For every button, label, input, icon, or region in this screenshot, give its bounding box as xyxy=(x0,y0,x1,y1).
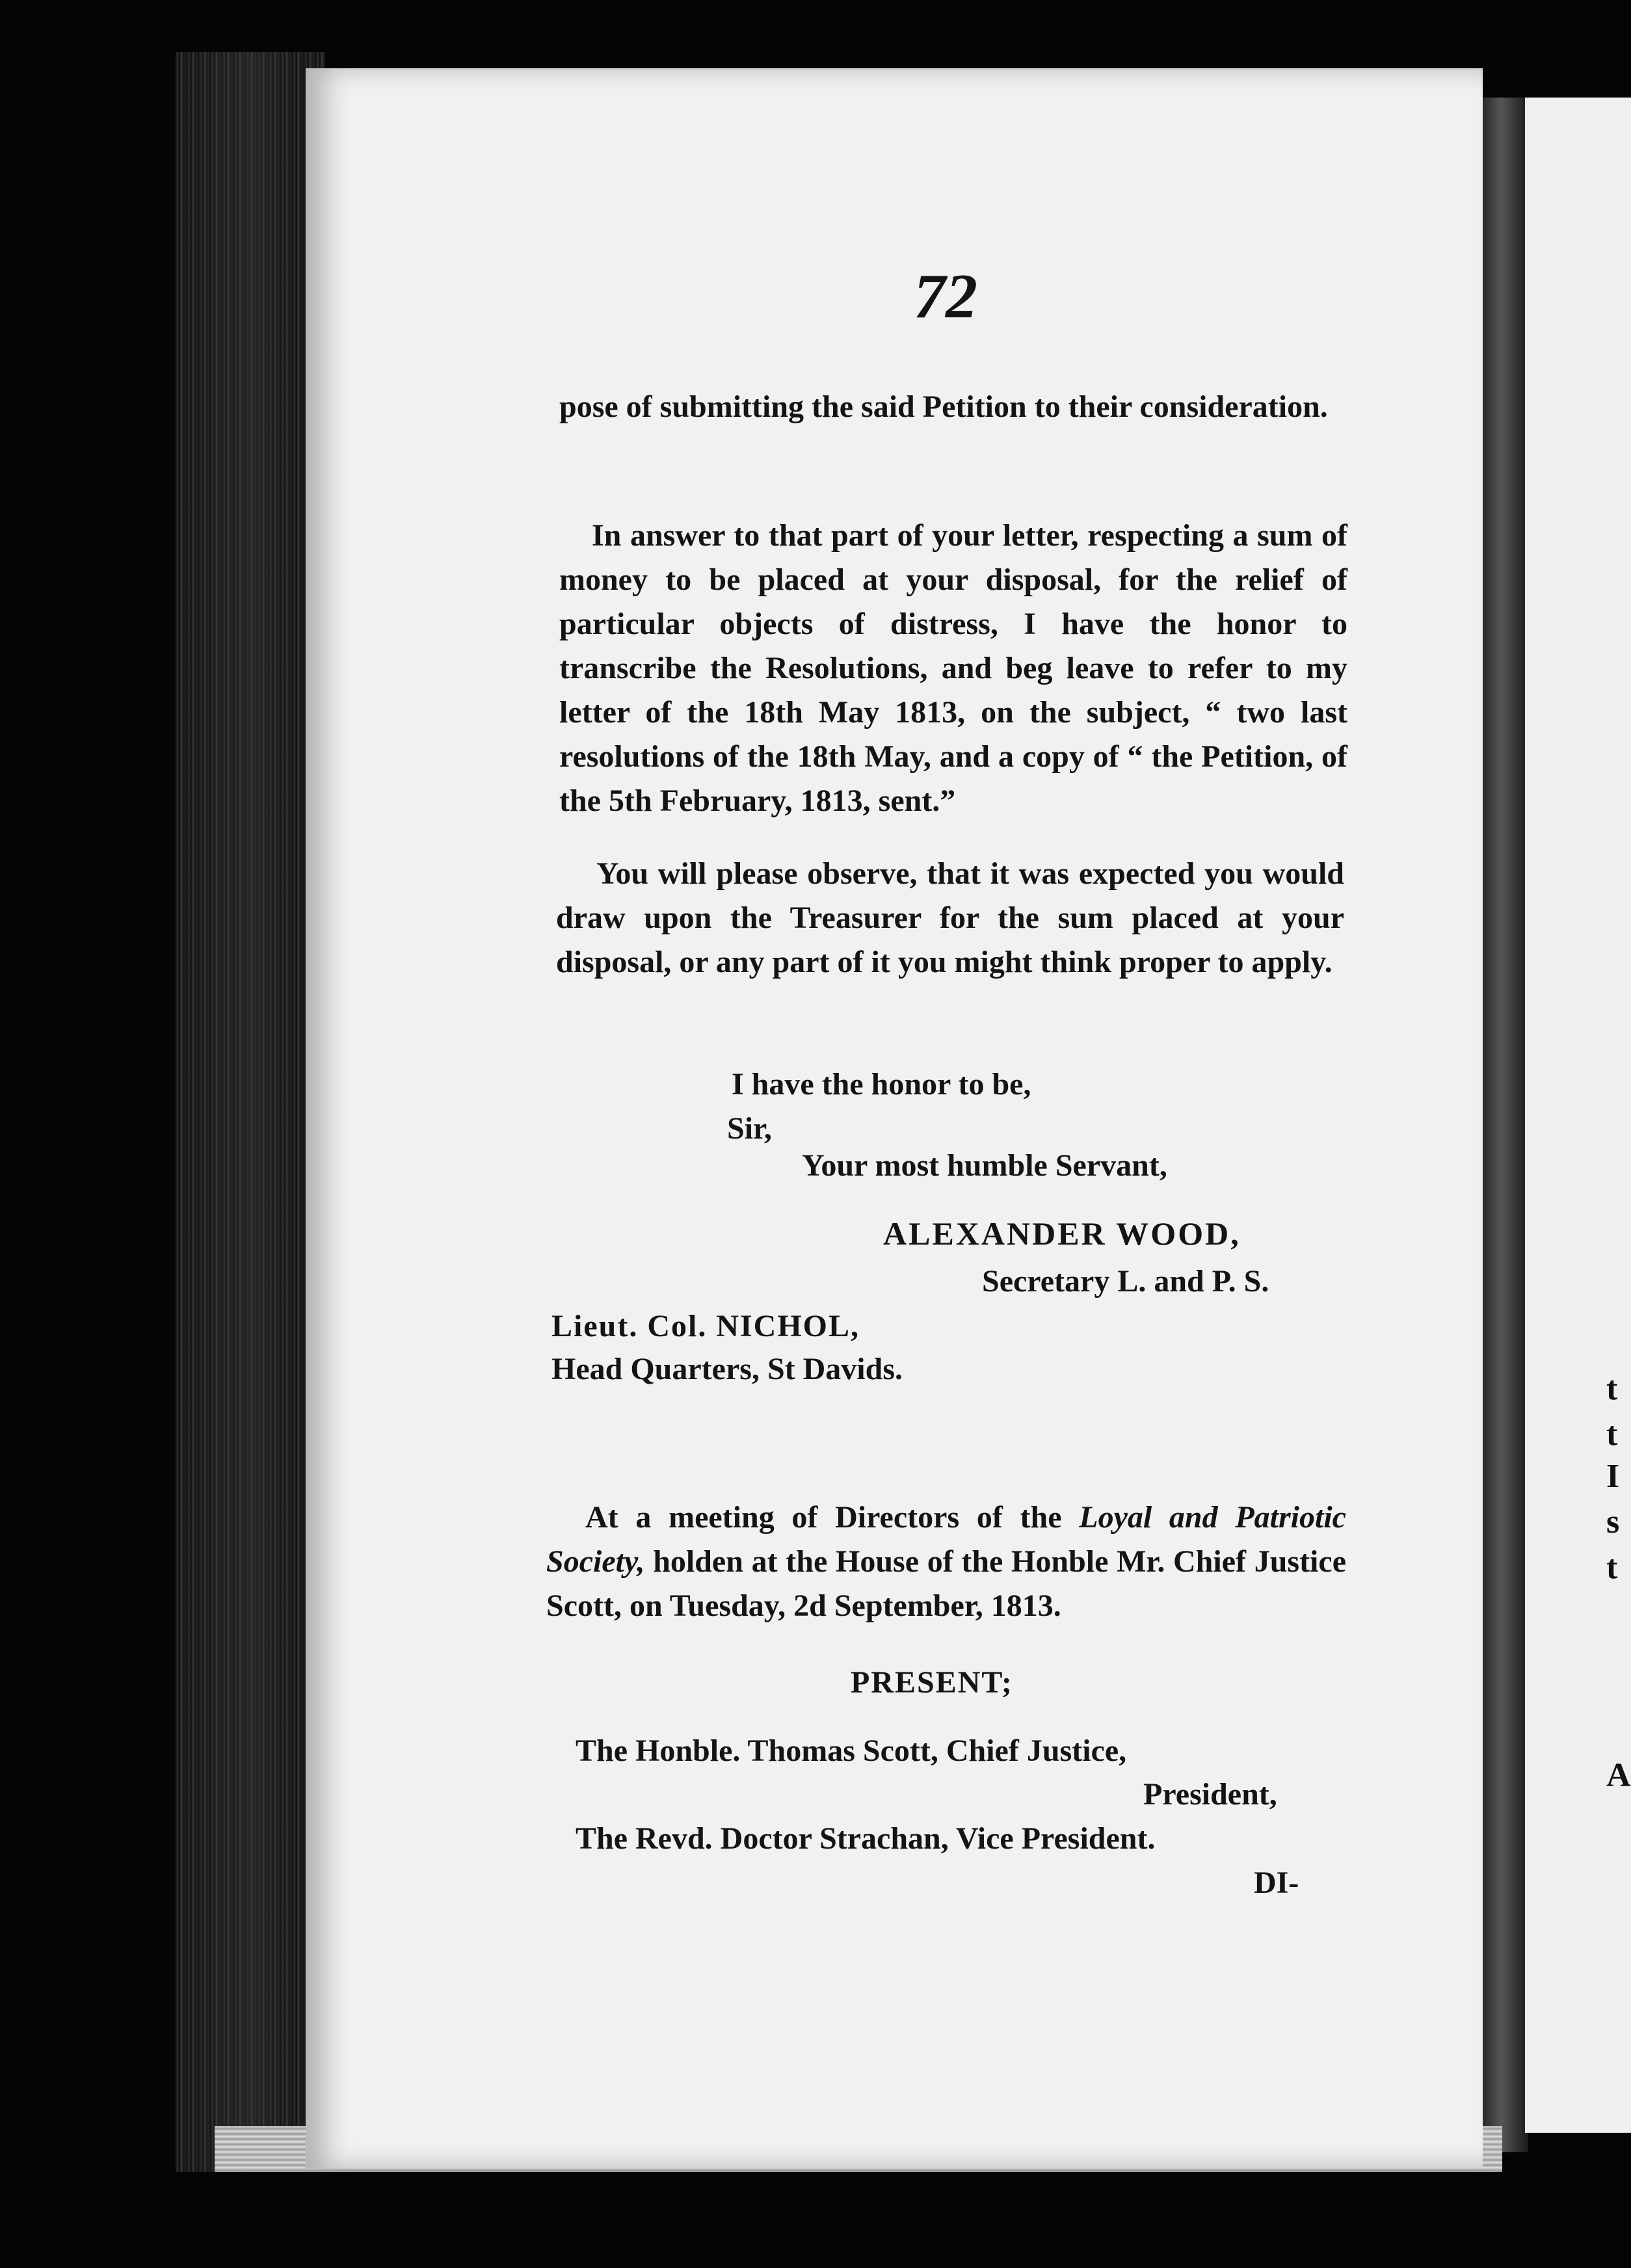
letter-salutation: Sir, xyxy=(727,1111,772,1146)
signature-title: Secretary L. and P. S. xyxy=(982,1264,1269,1299)
present-member-1: The Honble. Thomas Scott, Chief Justice, xyxy=(576,1734,1127,1768)
book-gutter xyxy=(1483,98,1528,2152)
facing-page-fragment: s xyxy=(1606,1503,1620,1540)
addressee-name: Lieut. Col. NICHOL, xyxy=(551,1309,860,1343)
letter-paragraph-1: pose of submitting the said Petition to their consideration. xyxy=(559,389,1328,424)
letter-closing-line: I have the honor to be, xyxy=(732,1067,1031,1101)
page-number: 72 xyxy=(914,261,977,332)
meeting-intro: At a meeting of Directors of the xyxy=(585,1500,1062,1535)
letter-complimentary-close: Your most humble Servant, xyxy=(802,1148,1167,1183)
present-member-1-role: President, xyxy=(1143,1777,1277,1812)
present-member-2: The Revd. Doctor Strachan, Vice President. xyxy=(576,1821,1156,1856)
facing-page-fragment: t xyxy=(1606,1416,1618,1453)
facing-page-fragment: t xyxy=(1606,1370,1618,1407)
facing-page-fragment: I xyxy=(1606,1458,1620,1495)
book-edge-shading xyxy=(195,52,299,2172)
letter-paragraph-2: In answer to that part of your letter, respecting a sum of money to be placed at your disposal, for the relief of particular objects of distress, I have the honor to transcribe the Resolutions, and beg leave to refer to my letter of the 18th May 1813, on the subject, “ two last resolutions of the 18th May, and a copy of “ the Petition, of the 5th February, 1813, sent.” xyxy=(559,518,1347,818)
society-name: Loyal and Patriotic Society, xyxy=(546,1500,1346,1579)
meeting-resolution xyxy=(546,1496,1346,1628)
facing-page-fragment: t xyxy=(1606,1549,1618,1586)
present-heading: PRESENT; xyxy=(851,1665,1013,1700)
facing-page xyxy=(1525,98,1631,2133)
facing-page-fragment: A xyxy=(1606,1757,1631,1794)
signature-name: ALEXANDER WOOD, xyxy=(883,1215,1241,1252)
addressee-location: Head Quarters, St Davids. xyxy=(551,1352,903,1386)
letter-paragraph-3: You will please observe, that it was expected you would draw upon the Treasurer for the sum placed at your disposal, or any part of it you might think proper to apply. xyxy=(556,856,1344,979)
meeting-details: holden at the House of the Honble Mr. Chief Justice Scott, on Tuesday, 2d September, 1813. xyxy=(546,1544,1346,1623)
catchword: DI- xyxy=(1254,1866,1299,1900)
